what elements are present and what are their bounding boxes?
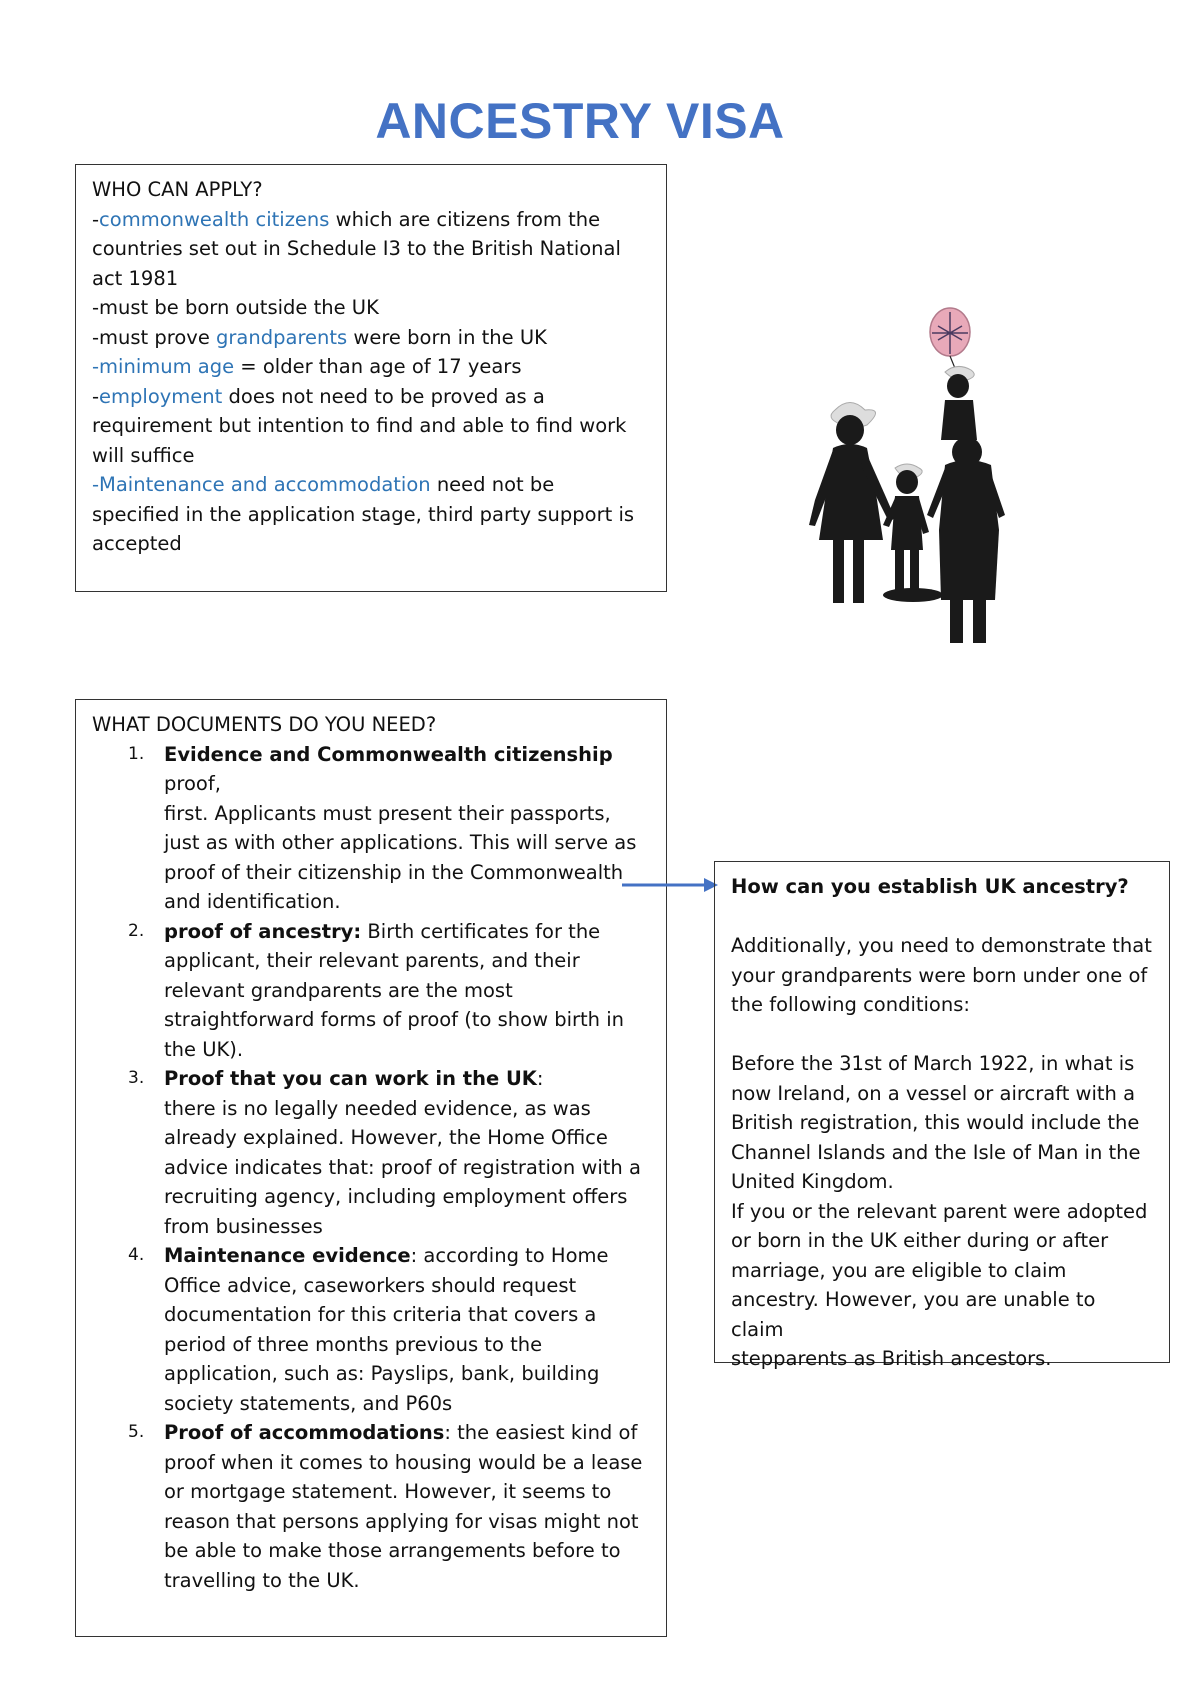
list-item: 3. Proof that you can work in the UK: there is no legally needed evidence, as was already explained. However, the Home Office advice indicates that: proof of registration with a recruiting agency, including employment offers from businesses [128, 1067, 641, 1238]
employment-term: employment [99, 384, 223, 408]
who-line-8: requirement but intention to find and able to find work [92, 414, 627, 437]
uk-ancestry-heading: How can you establish UK ancestry? [731, 875, 1129, 898]
skateboard-icon [883, 588, 943, 602]
documents-box [75, 699, 667, 1637]
who-line-9: will suffice [92, 443, 195, 467]
who-can-apply-box [75, 164, 667, 592]
commonwealth-citizens-term: commonwealth citizens [99, 207, 330, 231]
who-can-apply-heading: WHO CAN APPLY? [92, 178, 263, 201]
list-item: 4. Maintenance evidence: according to Home Office advice, caseworkers should request documentation for this criteria that covers a period of three months previous to the application, such as: Payslips, bank, building society statements, and P60s [128, 1244, 609, 1415]
who-line-2: countries set out in Schedule I3 to the British National [92, 237, 621, 260]
list-item: 1. Evidence and Commonwealth citizenship proof, first. Applicants must present their passports, just as with other applications. This will serve as proof of their citizenship in the Commonwealth and identification. [128, 742, 637, 913]
documents-list [92, 740, 650, 1596]
minimum-age-term: minimum age [99, 355, 235, 378]
family-silhouette-illustration [795, 300, 1045, 655]
who-line-3: act 1981 [92, 266, 179, 290]
page-title: ANCESTRY VISA [375, 93, 785, 149]
who-line-7: -employment does not need to be proved as a [92, 384, 545, 408]
documents-heading: WHAT DOCUMENTS DO YOU NEED? [92, 713, 437, 736]
who-line-12: accepted [92, 532, 182, 555]
adult-figure-right [927, 366, 1005, 643]
who-line-6: -minimum age = older than age of 17 years [92, 355, 522, 378]
list-item: 2. proof of ancestry: Birth certificates for the applicant, their relevant parents, and their relevant grandparents are the most straightforward forms of proof (to show birth in the UK). [128, 919, 625, 1061]
list-item: 5. Proof of accommodations: the easiest kind of proof when it comes to housing would be a lease or mortgage statement. However, it seems to reason that persons applying for visas might not be able to make those arrangements before to travelling to the UK. [128, 1421, 643, 1592]
who-line-11: specified in the application stage, third party support is [92, 502, 635, 526]
adult-figure-left [809, 403, 895, 604]
who-line-5: -must prove grandparents were born in the UK [92, 325, 547, 349]
maintenance-accommodation-term: -Maintenance and accommodation [92, 473, 431, 496]
who-line-1: -commonwealth citizens which are citizens from the [92, 207, 601, 231]
arrow-right-icon [620, 870, 720, 900]
who-line-4: -must be born outside the UK [92, 296, 379, 319]
uk-ancestry-box: How can you establish UK ancestry? Additionally, you need to demonstrate that your grandparents were born under one of the following conditions: Before the 31st of March 1922, in what is now Ireland, on a vessel or aircraft with a British registration, this would include the Channel Islands and the Isle of Man in the United Kingdom. If you or the relevant parent were adopted or born in the UK either during or after marriage, you are eligible to claim ancestry. However, you are unable to claim stepparents as British ancestors. [714, 861, 1170, 1363]
who-line-10: -Maintenance and accommodation need not be [92, 473, 555, 496]
grandparents-term: grandparents [216, 325, 348, 349]
child-figure-middle [883, 464, 943, 602]
